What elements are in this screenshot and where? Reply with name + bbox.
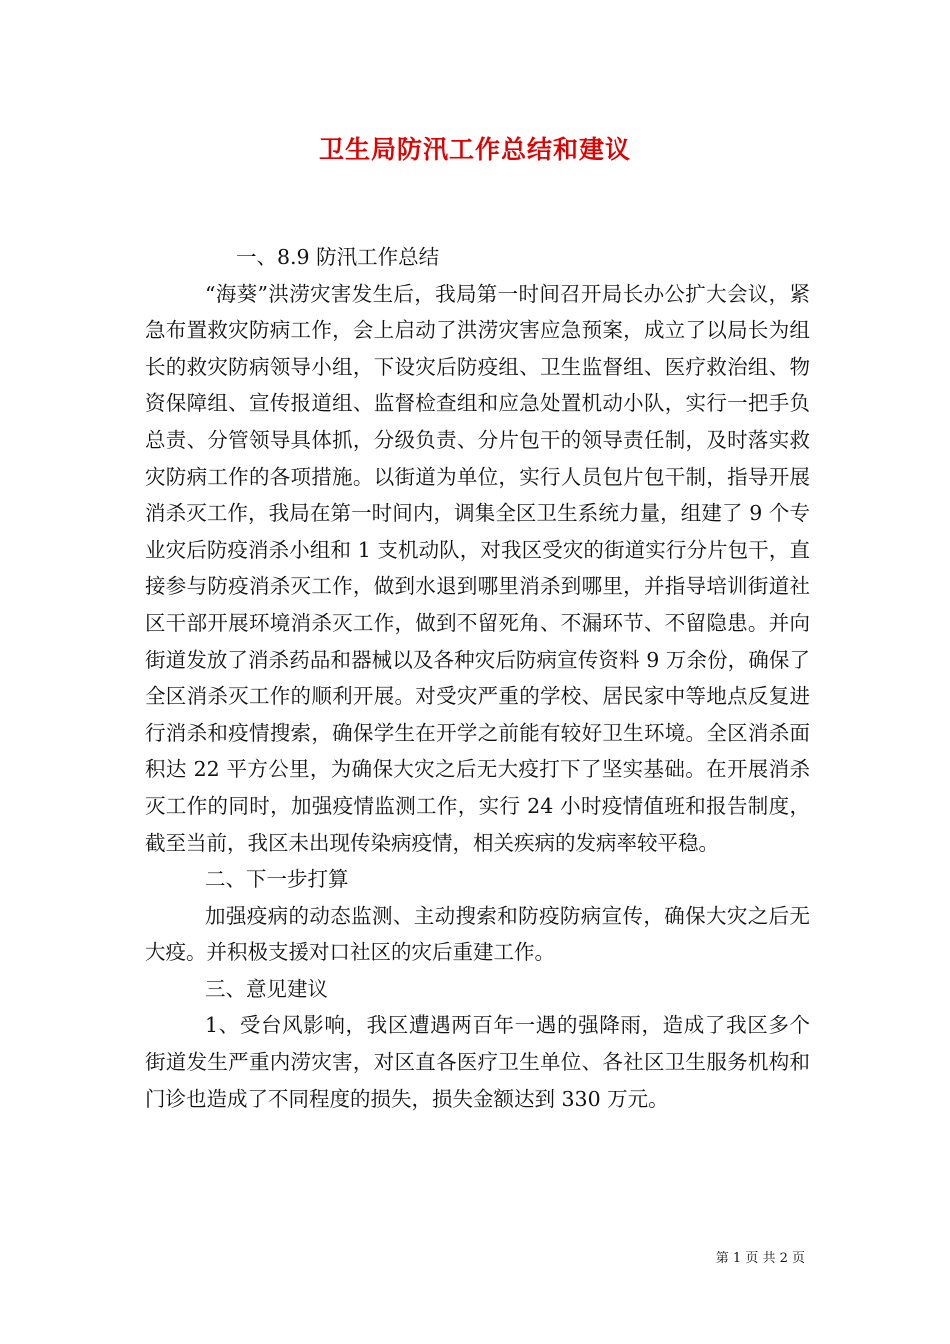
- section-suggestions: [145, 971, 810, 1117]
- paragraph: “海葵”洪涝灾害发生后，我局第一时间召开局长办公扩大会议，紧急布置救灾防病工作，会上启动了洪涝灾害应急预案，成立了以局长为组长的救灾防病领导小组，下设灾后防疫组、卫生监督组、医疗救治组、物资保障组、宣传报道组、监督检查组和应急处置机动小队，实行一把手负总责、分管领导具体抓，分级负责、分片包干的领导责任制，及时落实救灾防病工作的各项措施。以街道为单位，实行人员包片包干制，指导开展消杀灭工作，我局在第一时间内，调集全区卫生系统力量，组建了 9 个专业灾后防疫消杀小组和 1 支机动队，对我区受灾的街道实行分片包干，直接参与防疫消杀灭工作，做到水退到哪里消杀到哪里，并指导培训街道社区干部开展环境消杀灭工作，做到不留死角、不漏环节、不留隐患。并向街道发放了消杀药品和器械以及各种灾后防病宣传资料 9 万余份，确保了全区消杀灭工作的顺利开展。对受灾严重的学校、居民家中等地点反复进行消杀和疫情搜索，确保学生在开学之前能有较好卫生环境。全区消杀面积达 22 平方公里，为确保大灾之后无大疫打下了坚实基础。在开展消杀灭工作的同时，加强疫情监测工作，实行 24 小时疫情值班和报告制度，截至当前，我区未出现传染病疫情，相关疾病的发病率较平稳。: [145, 281, 810, 855]
- page-title: 卫生局防汛工作总结和建议: [318, 135, 631, 164]
- section-heading: 三、意见建议: [205, 976, 328, 1001]
- document-body: [145, 239, 810, 1117]
- section-heading: 一、8.9 防汛工作总结: [236, 245, 440, 269]
- paragraph: 加强疫病的动态监测、主动搜索和防疫防病宣传，确保大灾之后无大疫。并积极支援对口社区的灾后重建工作。: [145, 903, 810, 965]
- paragraph: 1、受台风影响，我区遭遇两百年一遇的强降雨，造成了我区多个街道发生严重内涝灾害，对区直各医疗卫生单位、各社区卫生服务机构和门诊也造成了不同程度的损失，损失金额达到 330 万元。: [145, 1013, 810, 1111]
- section-next-steps: [145, 861, 810, 971]
- section-heading: 二、下一步打算: [205, 867, 349, 892]
- page-number: 第 1 页 共 2 页: [715, 1251, 805, 1266]
- section-summary: [145, 239, 810, 861]
